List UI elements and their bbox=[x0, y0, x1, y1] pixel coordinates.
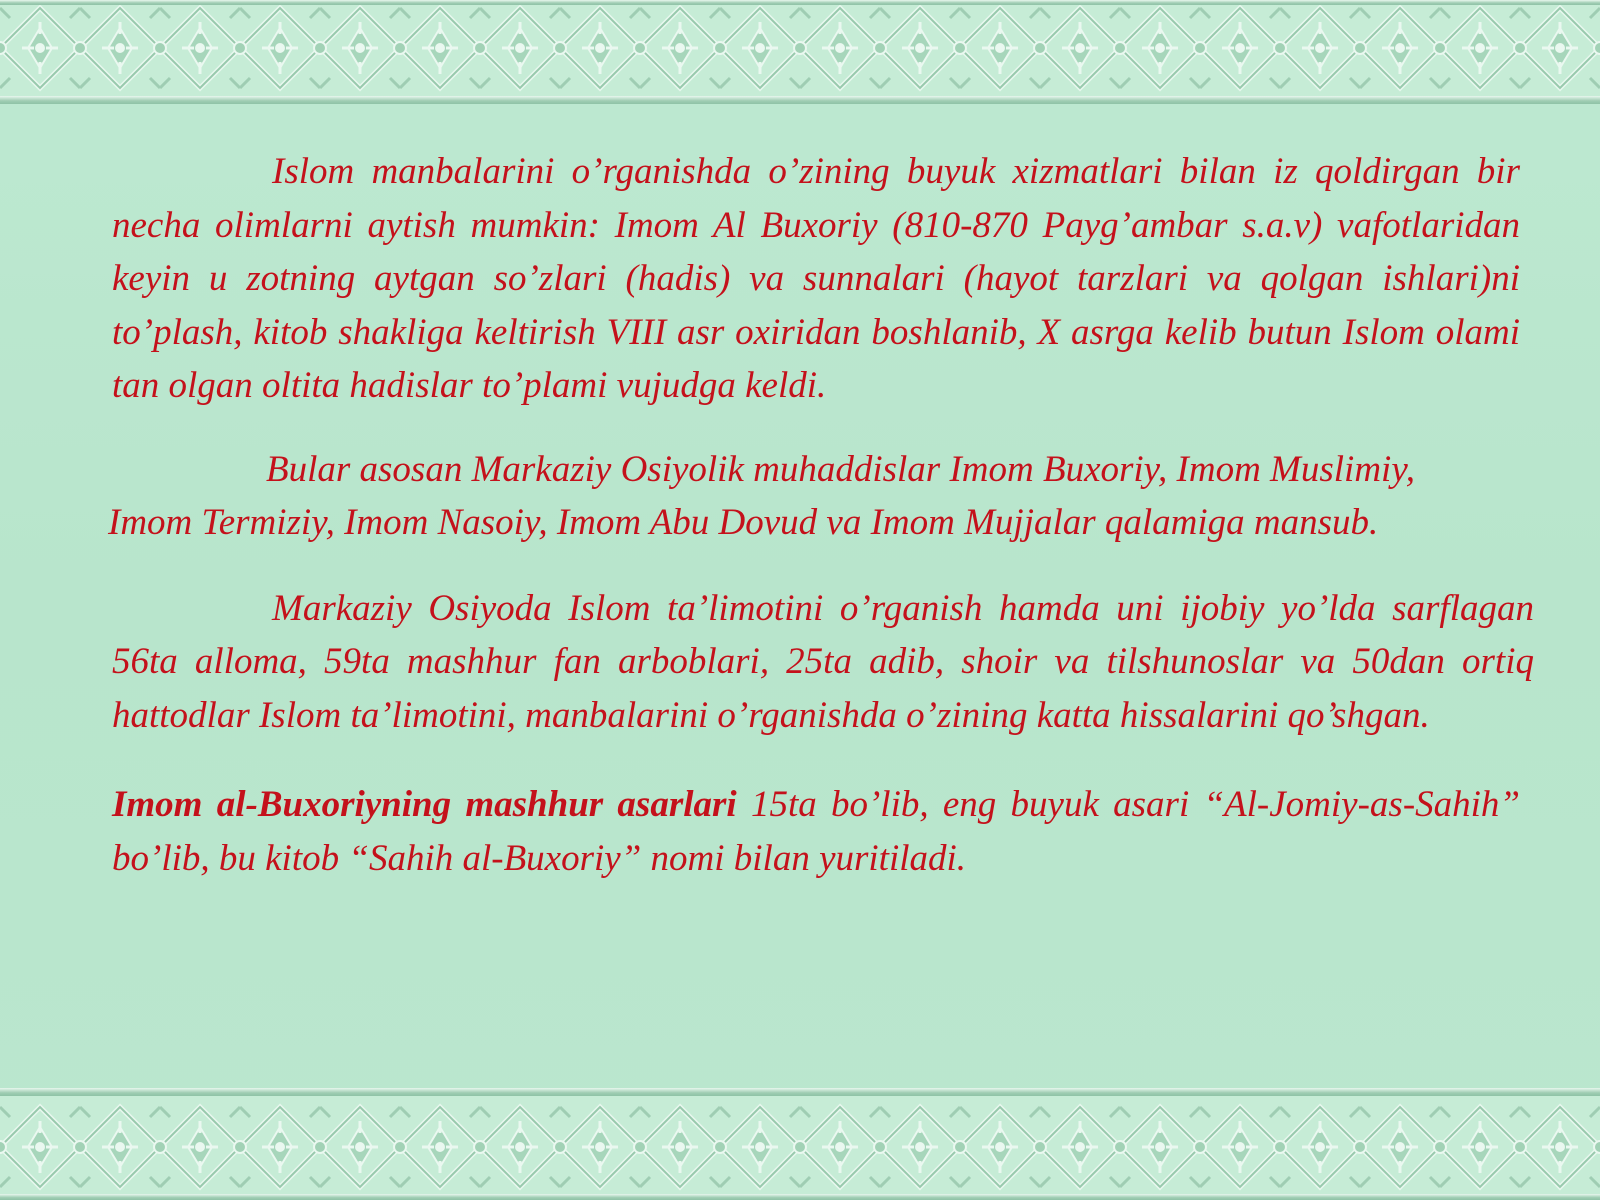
ornament-pattern-icon bbox=[0, 1094, 1600, 1200]
paragraph-muhaddislar: Bular asosan Markaziy Osiyolik muhaddislar Imom Buxoriy, Imom Muslimiy, Imom Termiziy, Imom Nasoiy, Imom Abu Dovud va Imom Mujjalar qalamiga mansub. bbox=[108, 448, 1415, 543]
top-ornamental-border bbox=[0, 0, 1600, 96]
paragraph-rest-text: 15ta bo’lib, eng buyuk asari “Al-Jomiy-as-Sahih” bo’lib, bu kitob “Sahih al-Buxoriy” nomi bilan yuritiladi. bbox=[112, 784, 1520, 879]
bold-heading-text: Imom al-Buxoriyning mashhur asarlari bbox=[112, 784, 737, 825]
ornament-pattern-icon bbox=[0, 0, 1600, 96]
paragraph-central-asia: Markaziy Osiyoda Islom ta’limotini o’rganish hamda uni ijobiy yo’lda sarflagan 56ta alloma, 59ta mashhur fan arboblari, 25ta adib, shoir va tilshunoslar va 50dan ortiq hattodlar Islom ta’limotini, manbalarini o’rganishda o’zining katta hissalarini qo’shgan. bbox=[112, 587, 1534, 736]
top-divider-rule bbox=[0, 96, 1600, 104]
bottom-divider-rule bbox=[0, 1088, 1600, 1096]
paragraph-buxoriy-works bbox=[112, 778, 1520, 885]
text-body bbox=[108, 145, 1534, 885]
paragraph-scholars-intro: Islom manbalarini o’rganishda o’zining buyuk xizmatlari bilan iz qoldirgan bir necha olimlarni aytish mumkin: Imom Al Buxoriy (810-870 Payg’ambar s.a.v) vafotlaridan keyin u zotning aytgan so’zlari (hadis) va sunnalari (hayot tarzlari va qolgan ishlari)ni to’plash, kitob shakliga keltirish VIII asr oxiridan boshlanib, X asrga kelib butun Islom olami tan olgan oltita hadislar to’plami vujudga keldi. bbox=[112, 151, 1520, 406]
bottom-ornamental-border bbox=[0, 1094, 1600, 1200]
bottom-edge-rule bbox=[0, 1194, 1600, 1200]
top-edge-rule bbox=[0, 0, 1600, 5]
